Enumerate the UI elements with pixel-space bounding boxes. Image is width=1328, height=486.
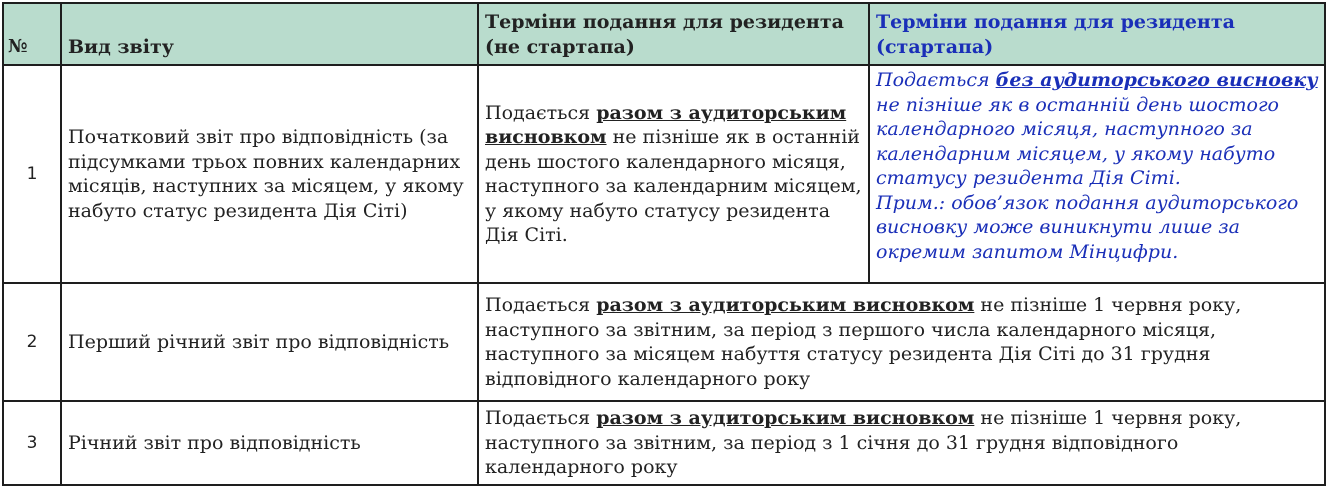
row-deadline-merged: [478, 283, 1325, 401]
deadline-text-post: не пізніше 1 червня року, наступного за звітним, за період з першого числа календарного місяця, наступного за місяцем набуття статусу резидента Дія Сіті до 31 грудня відповідного календарного року: [485, 294, 1242, 390]
startup-emphasis: без аудиторського висновку: [995, 69, 1318, 91]
deadline-emphasis: разом з аудиторським висновком: [485, 101, 847, 148]
deadline-text-post: не пізніше 1 червня року, наступного за звітним, за період з 1 січня до 31 грудня відповідного календарного року: [485, 407, 1242, 479]
deadline-emphasis: разом з аудиторським висновком: [596, 407, 975, 430]
header-number: [3, 3, 61, 65]
table-header-row: [3, 3, 1325, 65]
startup-text-post: не пізніше як в останній день шостого календарного місяця, наступного за календарним місяцем, у якому набуто статусу резидента Дія Сіті.: [876, 93, 1279, 189]
header-resident-line1: Терміни подання для резидента: [485, 11, 844, 33]
deadline-emphasis: разом з аудиторським висновком: [596, 294, 975, 316]
reports-table: [2, 2, 1326, 486]
row-deadline-merged: [478, 401, 1325, 485]
row-report-kind: Річний звіт про відповідність: [61, 401, 478, 485]
header-report-kind: [61, 3, 478, 65]
deadline-text-pre: Подається: [485, 407, 597, 430]
row-number: 3: [3, 401, 61, 485]
row-report-kind: Початковий звіт про відповідність (за підсумками трьох повних календарних місяців, наступних за місяцем, у якому набуто статус резидента Дія Сіті): [61, 65, 478, 283]
deadline-text-pre: Подається: [485, 294, 597, 316]
header-startup-deadlines: [869, 3, 1325, 65]
row-number: 2: [3, 283, 61, 401]
header-number-label: №: [8, 35, 28, 57]
deadline-text-post: не пізніше як в останній день шостого календарного місяця, наступного за календарним місяцем, у якому набуто статусу резидента Дія Сіті.: [485, 126, 862, 246]
table-row: [3, 401, 1325, 485]
table-row: [3, 65, 1325, 283]
deadline-text-pre: Подається: [485, 101, 597, 124]
header-startup-line2: (стартапа): [876, 35, 994, 58]
row-startup-deadline: [869, 65, 1325, 283]
table-row: [3, 283, 1325, 401]
row-report-kind: Перший річний звіт про відповідність: [61, 283, 478, 401]
header-resident-line2: (не стартапа): [485, 35, 635, 58]
row-resident-deadline: [478, 65, 869, 283]
startup-text-pre: Подається: [876, 69, 996, 91]
header-startup-line1: Терміни подання для резидента: [876, 11, 1235, 33]
header-report-kind-label: Вид звіту: [68, 35, 174, 58]
row-number: 1: [3, 65, 61, 283]
header-resident-deadlines: [478, 3, 869, 65]
startup-note: Прим.: обов’язок подання аудиторського висновку може виникнути лише за окремим запитом Мінцифри.: [876, 191, 1299, 263]
